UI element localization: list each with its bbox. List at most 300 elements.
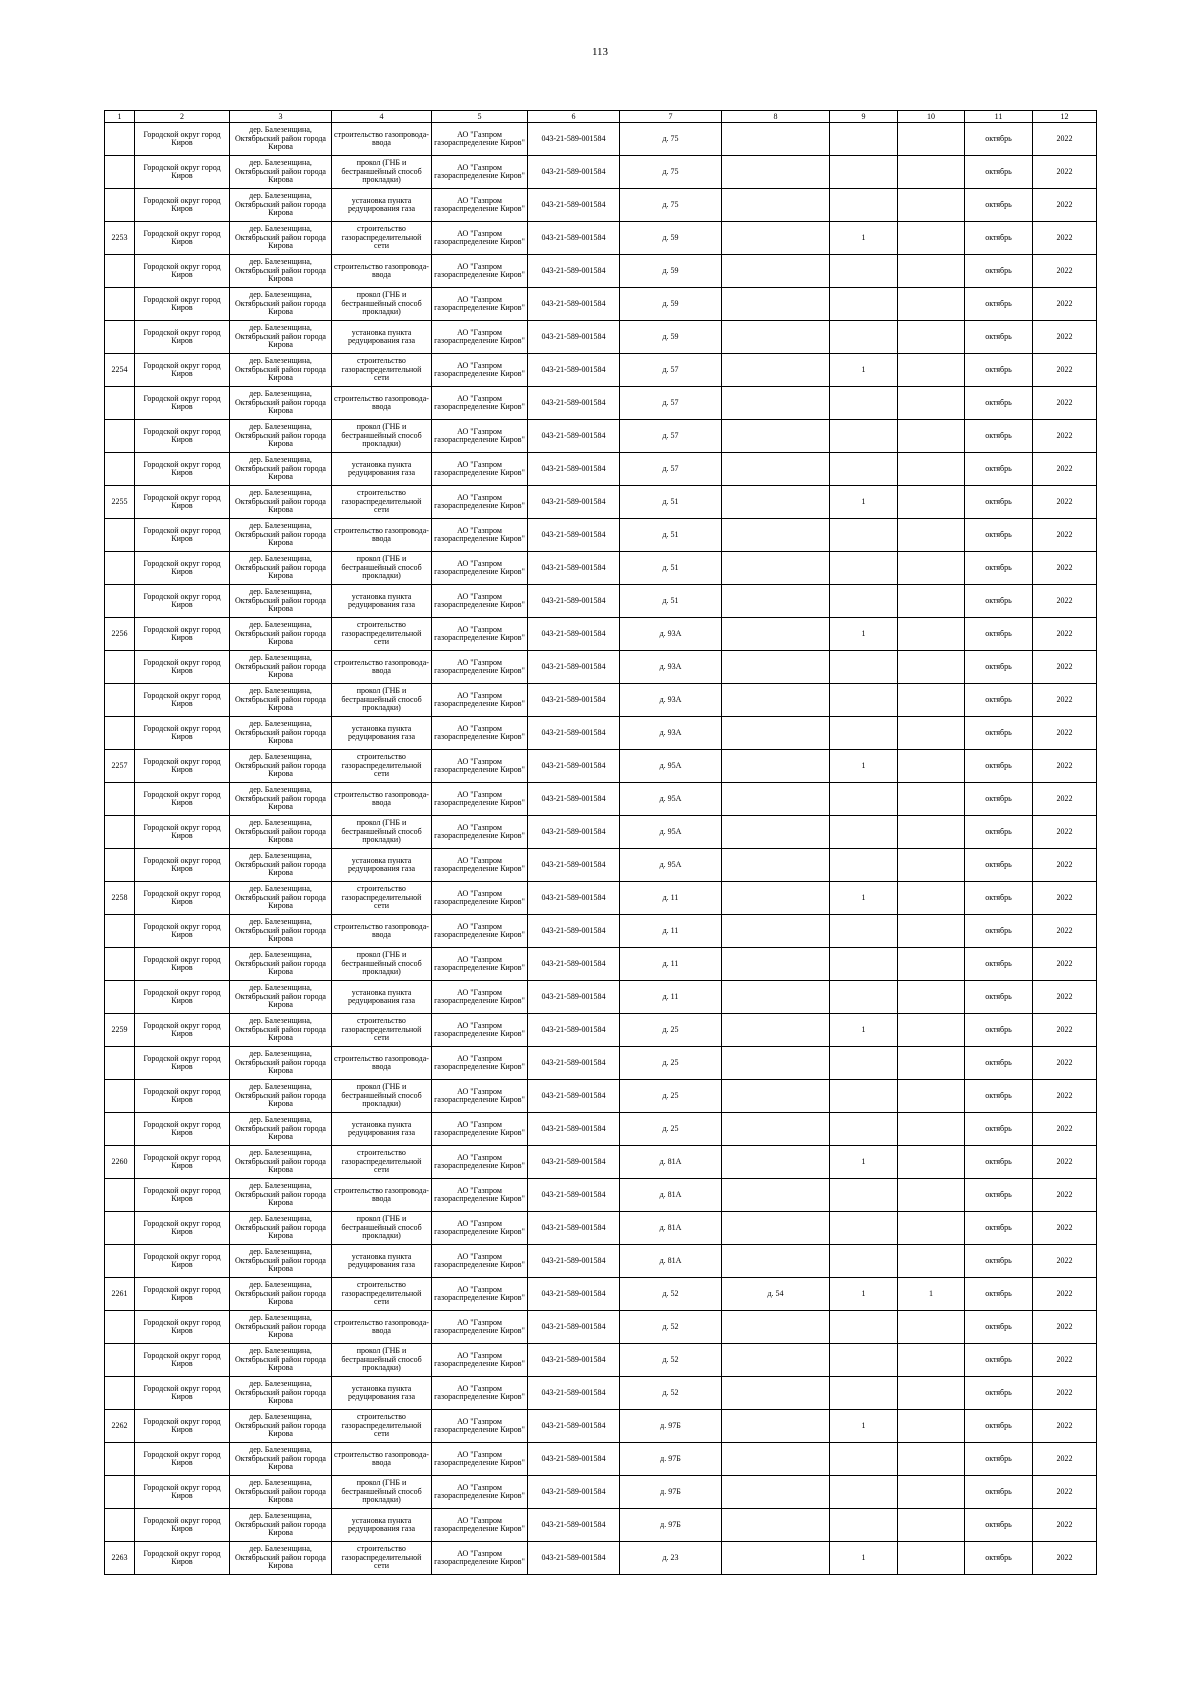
col-work-type-cell [332, 783, 432, 816]
col-count-text: 1 [861, 629, 866, 638]
col-municipality-cell [135, 1443, 230, 1476]
col-location-text: дер. Балезенщина, Октябрьский район города Кирова [235, 1083, 326, 1109]
col-building-extra-cell [722, 453, 830, 486]
col-month-cell [965, 981, 1033, 1014]
col-work-type-text: строительство газопровода-ввода [334, 1450, 429, 1467]
col-number-cell [105, 156, 135, 189]
col-number-cell [105, 354, 135, 387]
col-building-text: д. 97Б [660, 1520, 681, 1529]
col-month-cell [965, 222, 1033, 255]
col-municipality-text: Городской округ город Киров [143, 229, 221, 246]
col-registry-number-cell [528, 1377, 620, 1410]
col-organization-text: АО "Газпром газораспределение Киров" [434, 1483, 525, 1500]
col-work-type-text: установка пункта редуцирования газа [347, 1384, 416, 1401]
col-organization-text: АО "Газпром газораспределение Киров" [434, 196, 525, 213]
col-number-cell [105, 321, 135, 354]
col-work-type-text: строительство газопровода-ввода [334, 394, 429, 411]
col-building-extra-cell [722, 222, 830, 255]
col-municipality-text: Городской округ город Киров [143, 328, 221, 345]
col-municipality-text: Городской округ город Киров [143, 592, 221, 609]
col-building-text: д. 11 [662, 959, 679, 968]
col-building-extra-cell [722, 420, 830, 453]
col-location-text: дер. Балезенщина, Октябрьский район города Кирова [235, 324, 326, 350]
col-work-type-cell [332, 1014, 432, 1047]
col-number-text: 2259 [111, 1025, 128, 1034]
col-organization-text: АО "Газпром газораспределение Киров" [434, 889, 525, 906]
col-location-cell [230, 618, 332, 651]
col-municipality-text: Городской округ город Киров [143, 526, 221, 543]
table-row [105, 453, 1097, 486]
table-row [105, 882, 1097, 915]
col-work-type-cell [332, 1509, 432, 1542]
col-count-extra-cell [898, 1047, 965, 1080]
col-building-extra-cell [722, 882, 830, 915]
col-work-type-text: строительство газораспределительной сети [341, 621, 422, 647]
col-municipality-cell [135, 1080, 230, 1113]
col-month-cell [965, 1542, 1033, 1575]
col-location-cell [230, 1113, 332, 1146]
col-work-type-text: строительство газораспределительной сети [341, 1149, 422, 1175]
col-year-cell [1033, 750, 1097, 783]
col-work-type-cell [332, 1377, 432, 1410]
col-building-extra-cell [722, 1410, 830, 1443]
col-location-text: дер. Балезенщина, Октябрьский район города Кирова [235, 720, 326, 746]
col-year-text: 2022 [1056, 1025, 1073, 1034]
col-municipality-cell [135, 684, 230, 717]
col-municipality-cell [135, 420, 230, 453]
col-organization-cell [432, 288, 528, 321]
col-location-cell [230, 420, 332, 453]
col-month-cell [965, 1344, 1033, 1377]
col-work-type-text: строительство газопровода-ввода [334, 922, 429, 939]
col-month-text: октябрь [985, 431, 1012, 440]
col-municipality-text: Городской округ город Киров [143, 1417, 221, 1434]
table-row [105, 1509, 1097, 1542]
col-registry-number-cell [528, 1311, 620, 1344]
col-municipality-text: Городской округ город Киров [143, 1384, 221, 1401]
col-month-cell [965, 1443, 1033, 1476]
table-row [105, 288, 1097, 321]
col-location-text: дер. Балезенщина, Октябрьский район города Кирова [235, 1116, 326, 1142]
col-organization-text: АО "Газпром газораспределение Киров" [434, 1054, 525, 1071]
table-row [105, 1443, 1097, 1476]
col-year-text: 2022 [1056, 1289, 1073, 1298]
col-work-type-text: установка пункта редуцирования газа [347, 328, 416, 345]
col-count-cell [830, 1179, 898, 1212]
col-month-text: октябрь [985, 134, 1012, 143]
col-month-text: октябрь [985, 695, 1012, 704]
col-registry-number-cell [528, 123, 620, 156]
col-month-text: октябрь [985, 563, 1012, 572]
col-organization-text: АО "Газпром газораспределение Киров" [434, 295, 525, 312]
col-year-cell [1033, 1014, 1097, 1047]
col-year-cell [1033, 651, 1097, 684]
col-building-cell [620, 222, 722, 255]
col-municipality-text: Городской округ город Киров [143, 1219, 221, 1236]
col-month-cell [965, 1113, 1033, 1146]
col-registry-number-text: 043-21-589-001584 [541, 563, 606, 572]
table-row [105, 387, 1097, 420]
col-month-cell [965, 486, 1033, 519]
col-work-type-text: строительство газораспределительной сети [341, 1281, 422, 1307]
col-municipality-cell [135, 1509, 230, 1542]
col-building-extra-cell [722, 288, 830, 321]
col-location-text: дер. Балезенщина, Октябрьский район города Кирова [235, 1479, 326, 1505]
col-municipality-cell [135, 486, 230, 519]
table-row [105, 816, 1097, 849]
col-work-type-text: прокол (ГНБ и бестраншейный способ прокладки) [341, 951, 422, 977]
col-month-cell [965, 123, 1033, 156]
col-location-cell [230, 321, 332, 354]
col-count-extra-cell [898, 288, 965, 321]
table-row [105, 1179, 1097, 1212]
col-organization-cell [432, 1113, 528, 1146]
col-registry-number-text: 043-21-589-001584 [541, 1520, 606, 1529]
col-month-cell [965, 915, 1033, 948]
col-building-extra-cell [722, 585, 830, 618]
col-count-cell [830, 915, 898, 948]
col-month-cell [965, 552, 1033, 585]
col-year-text: 2022 [1056, 728, 1073, 737]
col-building-text: д. 59 [662, 233, 679, 242]
col-year-cell [1033, 585, 1097, 618]
col-building-extra-cell [722, 849, 830, 882]
col-registry-number-text: 043-21-589-001584 [541, 1025, 606, 1034]
col-count-extra-cell [898, 255, 965, 288]
col-building-text: д. 57 [662, 431, 679, 440]
col-building-extra-cell [722, 1146, 830, 1179]
col-registry-number-text: 043-21-589-001584 [541, 1388, 606, 1397]
col-building-text: д. 25 [662, 1025, 679, 1034]
col-building-text: д. 75 [662, 200, 679, 209]
col-work-type-text: прокол (ГНБ и бестраншейный способ прокладки) [341, 291, 422, 317]
col-building-text: д. 57 [662, 464, 679, 473]
col-municipality-cell [135, 1047, 230, 1080]
table-row [105, 915, 1097, 948]
col-month-text: октябрь [985, 233, 1012, 242]
col-building-cell [620, 453, 722, 486]
col-organization-text: АО "Газпром газораспределение Киров" [434, 1549, 525, 1566]
col-registry-number-text: 043-21-589-001584 [541, 167, 606, 176]
col-count-cell [830, 1080, 898, 1113]
col-year-text: 2022 [1056, 1553, 1073, 1562]
col-location-cell [230, 1047, 332, 1080]
col-building-text: д. 95А [659, 827, 682, 836]
col-registry-number-cell [528, 255, 620, 288]
col-building-text: д. 93А [659, 662, 682, 671]
col-year-cell [1033, 684, 1097, 717]
col-building-extra-cell [722, 1080, 830, 1113]
col-location-text: дер. Балезенщина, Октябрьский район города Кирова [235, 423, 326, 449]
col-registry-number-text: 043-21-589-001584 [541, 398, 606, 407]
col-month-text: октябрь [985, 1058, 1012, 1067]
col-building-extra-cell [722, 1212, 830, 1245]
col-count-cell [830, 1542, 898, 1575]
col-building-extra-cell [722, 321, 830, 354]
col-location-text: дер. Балезенщина, Октябрьский район города Кирова [235, 1017, 326, 1043]
col-month-text: октябрь [985, 1388, 1012, 1397]
col-organization-cell [432, 519, 528, 552]
col-work-type-cell [332, 354, 432, 387]
col-building-text: д. 75 [662, 134, 679, 143]
col-year-cell [1033, 981, 1097, 1014]
col-location-cell [230, 585, 332, 618]
col-location-text: дер. Балезенщина, Октябрьский район города Кирова [235, 291, 326, 317]
col-municipality-cell [135, 552, 230, 585]
col-count-extra-cell [898, 981, 965, 1014]
col-work-type-cell [332, 420, 432, 453]
col-registry-number-cell [528, 585, 620, 618]
col-building-text: д. 11 [662, 926, 679, 935]
col-building-cell [620, 1179, 722, 1212]
col-work-type-cell [332, 717, 432, 750]
col-organization-cell [432, 453, 528, 486]
col-organization-text: АО "Газпром газораспределение Киров" [434, 130, 525, 147]
col-count-extra-cell [898, 354, 965, 387]
col-registry-number-text: 043-21-589-001584 [541, 1190, 606, 1199]
col-building-cell [620, 717, 722, 750]
col-registry-number-cell [528, 849, 620, 882]
col-registry-number-text: 043-21-589-001584 [541, 1454, 606, 1463]
col-month-cell [965, 1509, 1033, 1542]
col-month-text: октябрь [985, 1256, 1012, 1265]
col-year-text: 2022 [1056, 695, 1073, 704]
col-month-cell [965, 717, 1033, 750]
col-building-extra-cell [722, 1542, 830, 1575]
col-municipality-cell [135, 1179, 230, 1212]
col-year-text: 2022 [1056, 1421, 1073, 1430]
col-organization-text: АО "Газпром газораспределение Киров" [434, 922, 525, 939]
col-number-text: 2263 [111, 1553, 128, 1562]
col-location-cell [230, 651, 332, 684]
col-month-cell [965, 1278, 1033, 1311]
table-row [105, 684, 1097, 717]
col-building-cell [620, 816, 722, 849]
header-cell-12: 12 [1033, 111, 1097, 123]
col-building-extra-cell [722, 1179, 830, 1212]
col-count-cell [830, 618, 898, 651]
col-work-type-cell [332, 915, 432, 948]
col-municipality-text: Городской округ город Киров [143, 1351, 221, 1368]
col-municipality-text: Городской округ город Киров [143, 1054, 221, 1071]
col-organization-text: АО "Газпром газораспределение Киров" [434, 328, 525, 345]
col-registry-number-cell [528, 222, 620, 255]
col-year-cell [1033, 1146, 1097, 1179]
col-municipality-text: Городской округ город Киров [143, 988, 221, 1005]
col-work-type-cell [332, 1311, 432, 1344]
col-organization-cell [432, 882, 528, 915]
col-registry-number-text: 043-21-589-001584 [541, 1553, 606, 1562]
table-row [105, 717, 1097, 750]
col-count-extra-cell [898, 1212, 965, 1245]
col-municipality-cell [135, 882, 230, 915]
col-month-cell [965, 1410, 1033, 1443]
col-work-type-cell [332, 519, 432, 552]
col-year-cell [1033, 156, 1097, 189]
col-number-cell [105, 717, 135, 750]
col-organization-text: АО "Газпром газораспределение Киров" [434, 625, 525, 642]
col-location-text: дер. Балезенщина, Октябрьский район города Кирова [235, 951, 326, 977]
col-year-text: 2022 [1056, 1322, 1073, 1331]
col-building-text: д. 95А [659, 794, 682, 803]
col-work-type-cell [332, 1047, 432, 1080]
col-year-text: 2022 [1056, 761, 1073, 770]
col-location-cell [230, 1410, 332, 1443]
col-month-text: октябрь [985, 596, 1012, 605]
col-registry-number-text: 043-21-589-001584 [541, 1058, 606, 1067]
col-location-text: дер. Балезенщина, Октябрьский район города Кирова [235, 225, 326, 251]
col-organization-text: АО "Газпром газораспределение Киров" [434, 262, 525, 279]
col-building-extra-cell [722, 519, 830, 552]
col-count-cell [830, 156, 898, 189]
col-municipality-cell [135, 915, 230, 948]
col-count-extra-cell [898, 717, 965, 750]
col-municipality-cell [135, 1311, 230, 1344]
col-month-text: октябрь [985, 1322, 1012, 1331]
col-work-type-text: строительство газораспределительной сети [341, 1413, 422, 1439]
col-work-type-cell [332, 816, 432, 849]
col-organization-text: АО "Газпром газораспределение Киров" [434, 1285, 525, 1302]
col-count-cell [830, 948, 898, 981]
col-organization-cell [432, 1245, 528, 1278]
col-registry-number-text: 043-21-589-001584 [541, 1124, 606, 1133]
col-count-extra-cell [898, 123, 965, 156]
col-building-extra-text: д. 54 [767, 1289, 784, 1298]
col-registry-number-cell [528, 156, 620, 189]
col-building-text: д. 51 [662, 530, 679, 539]
col-number-cell [105, 1443, 135, 1476]
col-year-text: 2022 [1056, 167, 1073, 176]
col-organization-cell [432, 948, 528, 981]
col-count-extra-cell [898, 1080, 965, 1113]
col-organization-cell [432, 585, 528, 618]
col-number-cell [105, 1377, 135, 1410]
col-location-cell [230, 684, 332, 717]
col-organization-cell [432, 420, 528, 453]
col-location-text: дер. Балезенщина, Октябрьский район города Кирова [235, 819, 326, 845]
col-municipality-cell [135, 519, 230, 552]
col-year-text: 2022 [1056, 200, 1073, 209]
col-count-text: 1 [861, 761, 866, 770]
col-number-text: 2261 [111, 1289, 128, 1298]
col-organization-cell [432, 486, 528, 519]
col-year-text: 2022 [1056, 233, 1073, 242]
col-organization-cell [432, 1509, 528, 1542]
col-month-text: октябрь [985, 1289, 1012, 1298]
col-registry-number-text: 043-21-589-001584 [541, 893, 606, 902]
col-organization-text: АО "Газпром газораспределение Киров" [434, 691, 525, 708]
col-building-cell [620, 618, 722, 651]
col-count-extra-cell [898, 486, 965, 519]
col-count-extra-cell [898, 1443, 965, 1476]
col-registry-number-text: 043-21-589-001584 [541, 530, 606, 539]
col-organization-text: АО "Газпром газораспределение Киров" [434, 1021, 525, 1038]
col-registry-number-text: 043-21-589-001584 [541, 332, 606, 341]
col-work-type-text: строительство газопровода-ввода [334, 130, 429, 147]
col-location-text: дер. Балезенщина, Октябрьский район города Кирова [235, 159, 326, 185]
table-row [105, 618, 1097, 651]
col-year-cell [1033, 849, 1097, 882]
col-municipality-cell [135, 981, 230, 1014]
col-work-type-cell [332, 750, 432, 783]
col-registry-number-cell [528, 387, 620, 420]
col-location-text: дер. Балезенщина, Октябрьский район города Кирова [235, 1314, 326, 1340]
col-count-cell [830, 552, 898, 585]
col-year-text: 2022 [1056, 266, 1073, 275]
col-building-cell [620, 1212, 722, 1245]
col-count-cell [830, 1014, 898, 1047]
col-year-text: 2022 [1056, 794, 1073, 803]
col-year-cell [1033, 783, 1097, 816]
col-registry-number-text: 043-21-589-001584 [541, 365, 606, 374]
col-work-type-text: строительство газопровода-ввода [334, 658, 429, 675]
col-building-cell [620, 1080, 722, 1113]
col-count-extra-cell [898, 222, 965, 255]
col-number-cell [105, 915, 135, 948]
col-count-text: 1 [861, 1289, 866, 1298]
col-year-cell [1033, 1212, 1097, 1245]
col-work-type-text: строительство газораспределительной сети [341, 753, 422, 779]
table-row [105, 1410, 1097, 1443]
col-year-cell [1033, 1509, 1097, 1542]
col-year-cell [1033, 1344, 1097, 1377]
col-month-cell [965, 651, 1033, 684]
col-organization-cell [432, 255, 528, 288]
col-location-cell [230, 222, 332, 255]
col-year-cell [1033, 1080, 1097, 1113]
col-location-cell [230, 1542, 332, 1575]
col-municipality-cell [135, 255, 230, 288]
col-year-cell [1033, 255, 1097, 288]
col-building-cell [620, 519, 722, 552]
col-count-cell [830, 1212, 898, 1245]
col-registry-number-cell [528, 717, 620, 750]
page-number: 113 [591, 46, 609, 58]
col-year-cell [1033, 948, 1097, 981]
col-organization-text: АО "Газпром газораспределение Киров" [434, 493, 525, 510]
col-work-type-text: строительство газораспределительной сети [341, 225, 422, 251]
col-building-cell [620, 684, 722, 717]
col-count-extra-cell [898, 552, 965, 585]
col-count-extra-cell [898, 1410, 965, 1443]
col-work-type-text: строительство газораспределительной сети [341, 357, 422, 383]
col-organization-cell [432, 222, 528, 255]
col-location-text: дер. Балезенщина, Октябрьский район города Кирова [235, 621, 326, 647]
col-building-text: д. 51 [662, 596, 679, 605]
col-municipality-cell [135, 288, 230, 321]
col-organization-cell [432, 618, 528, 651]
col-building-cell [620, 1377, 722, 1410]
col-registry-number-text: 043-21-589-001584 [541, 299, 606, 308]
col-building-text: д. 11 [662, 893, 679, 902]
col-number-cell [105, 552, 135, 585]
col-year-cell [1033, 1311, 1097, 1344]
col-building-cell [620, 948, 722, 981]
col-registry-number-cell [528, 684, 620, 717]
col-work-type-text: прокол (ГНБ и бестраншейный способ прокладки) [341, 1347, 422, 1373]
col-building-cell [620, 981, 722, 1014]
header-cell-6: 6 [528, 111, 620, 123]
col-year-cell [1033, 552, 1097, 585]
col-count-cell [830, 255, 898, 288]
col-building-text: д. 97Б [660, 1454, 681, 1463]
col-municipality-text: Городской округ город Киров [143, 1153, 221, 1170]
col-building-text: д. 25 [662, 1091, 679, 1100]
col-location-cell [230, 1377, 332, 1410]
col-number-cell [105, 222, 135, 255]
col-organization-cell [432, 1212, 528, 1245]
col-number-cell [105, 1179, 135, 1212]
